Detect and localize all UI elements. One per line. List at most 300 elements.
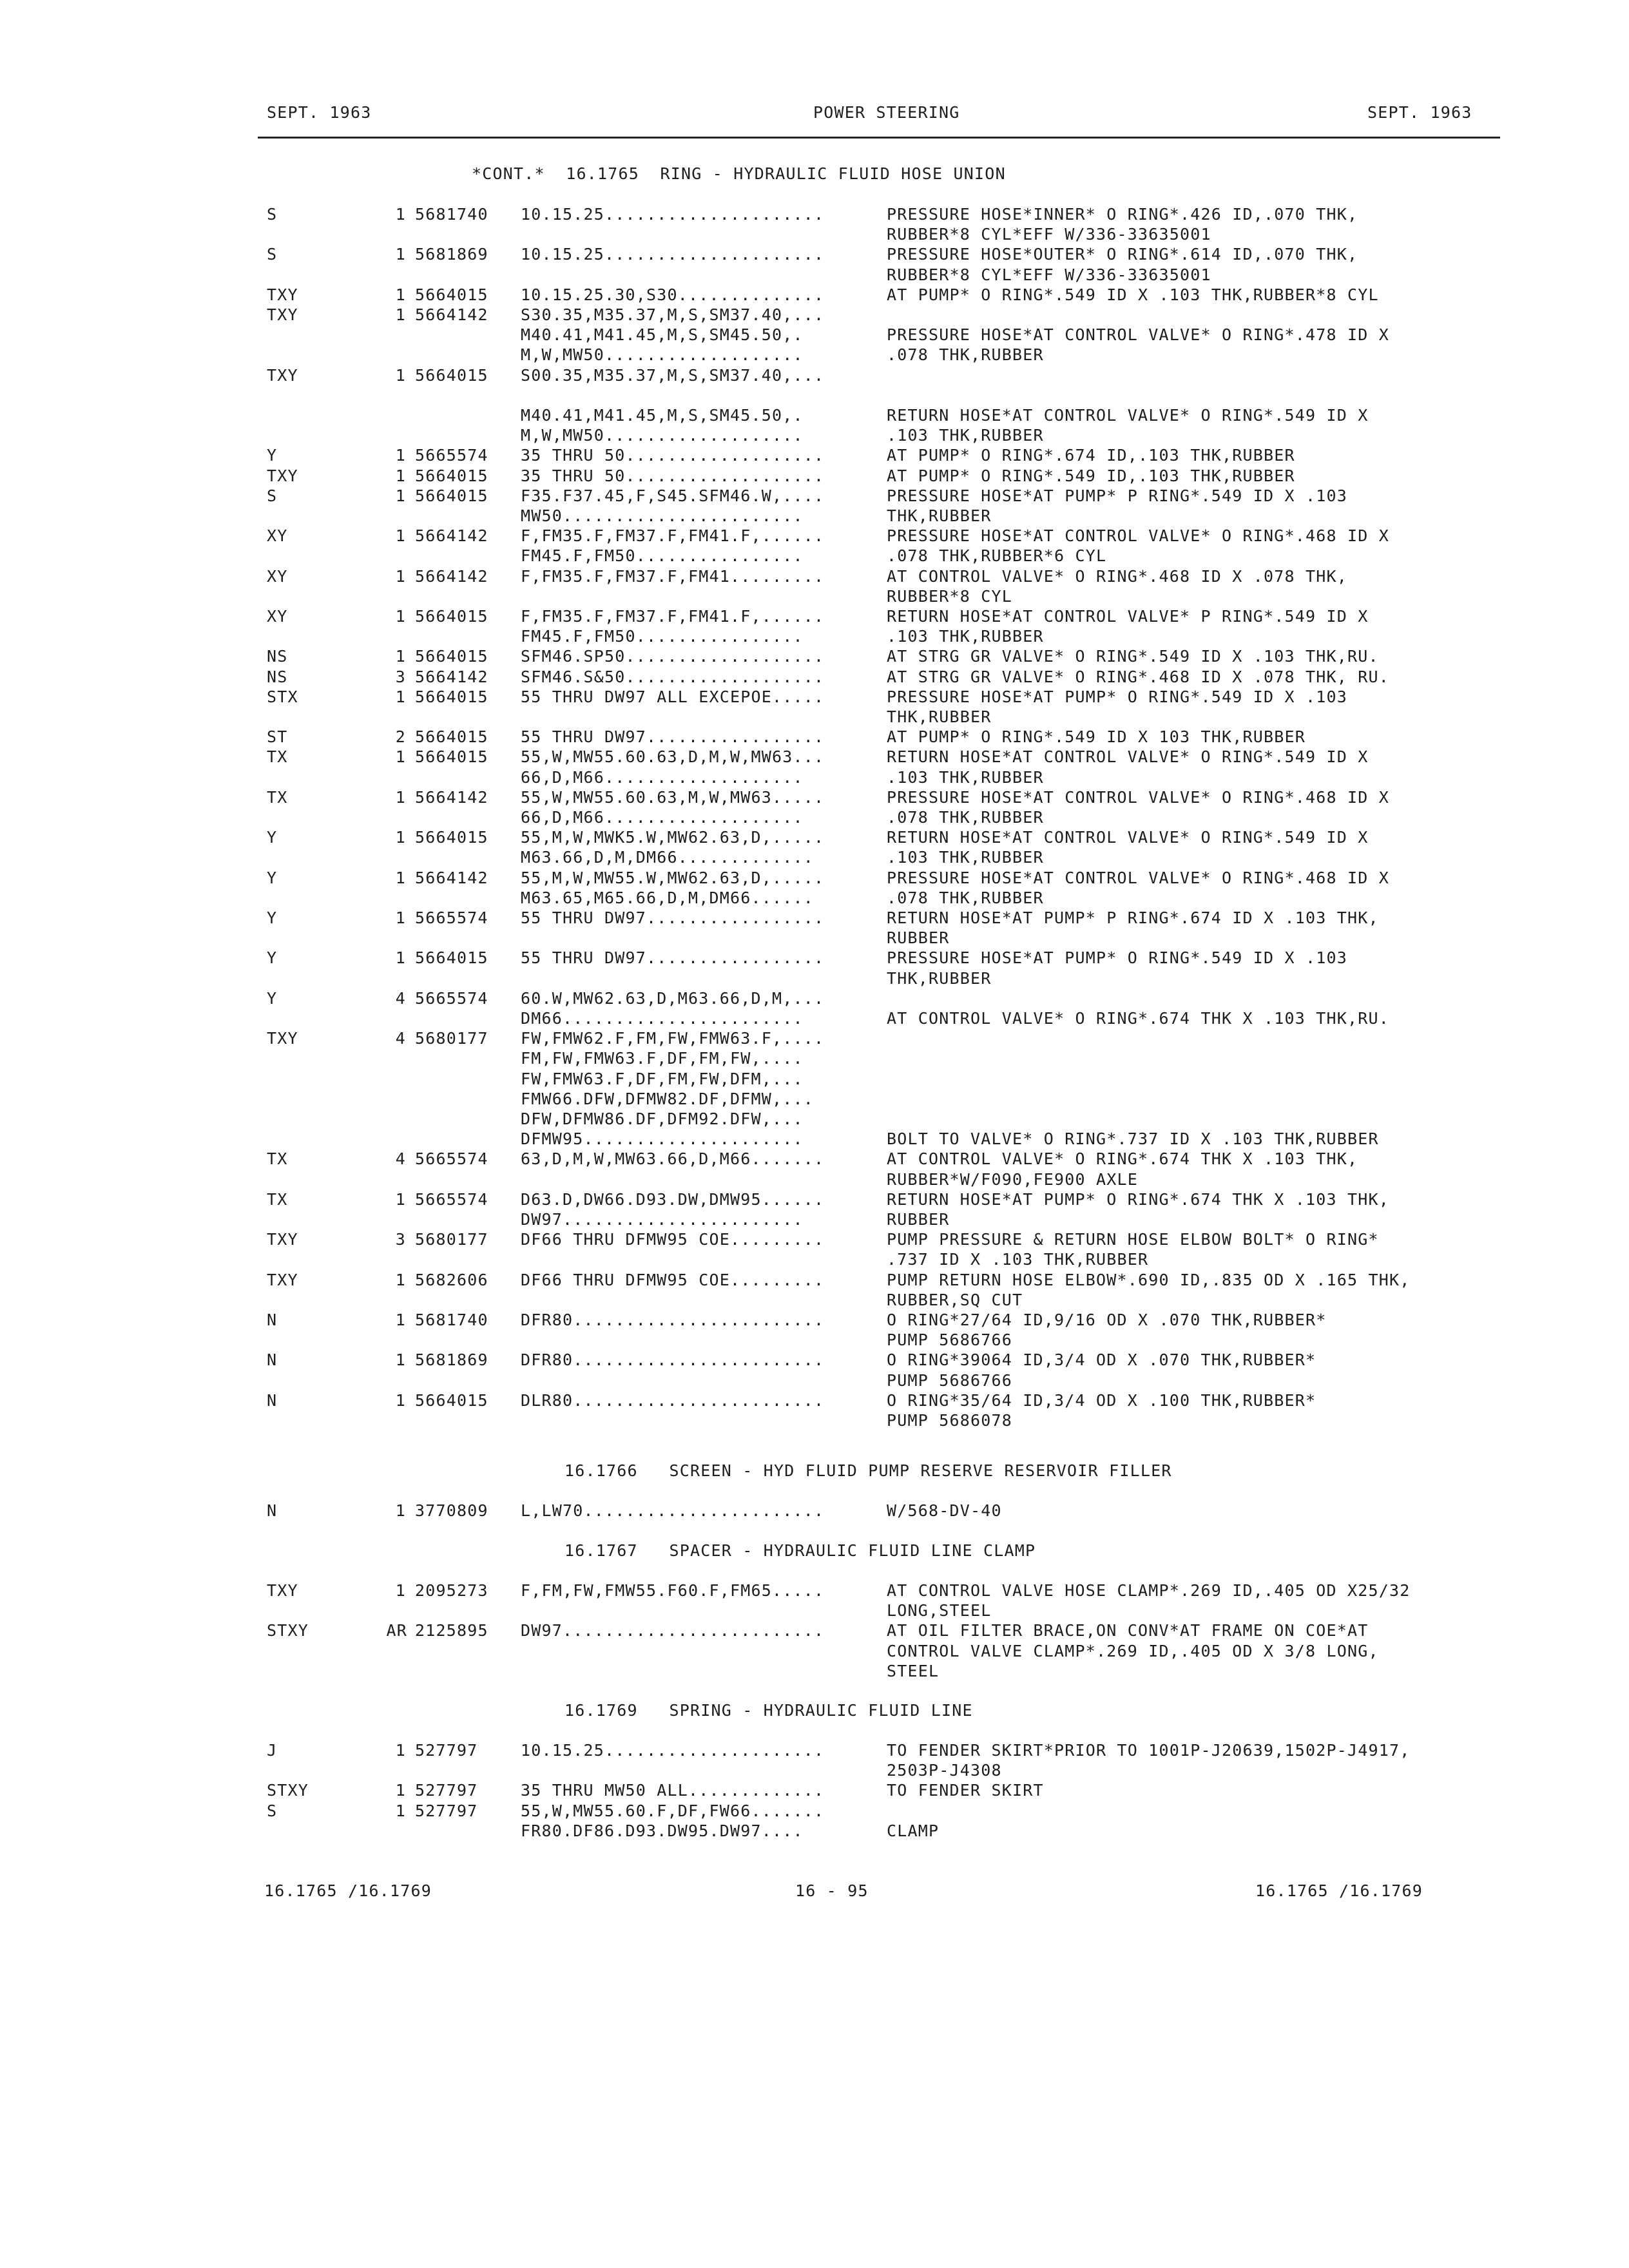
part-number: 5664015 [415, 727, 488, 747]
parts-row [0, 808, 1629, 829]
part-number: 5664015 [415, 365, 488, 385]
model-applicability: 55,W,MW55.60.63,M,W,MW63..... [521, 787, 825, 807]
model-applicability: FW,FMW62.F,FM,FW,FMW63.F,.... [521, 1029, 825, 1048]
quantity: 1 [395, 1581, 406, 1600]
model-applicability: 55 THRU DW97................. [521, 727, 825, 747]
part-description: RETURN HOSE*AT CONTROL VALVE* O RING*.549 ID X [887, 747, 1369, 767]
part-description: RETURN HOSE*AT CONTROL VALVE* P RING*.549 ID X [887, 607, 1369, 626]
parts-row [0, 205, 1629, 226]
quantity: 1 [395, 245, 406, 264]
model-code: XY [267, 607, 288, 626]
part-number: 5664015 [415, 948, 488, 968]
model-applicability: S00.35,M35.37,M,S,SM37.40,... [521, 365, 825, 385]
part-description: LONG,STEEL [887, 1601, 992, 1620]
quantity: 4 [395, 988, 406, 1008]
part-number: 527797 [415, 1781, 478, 1800]
model-code: TX [267, 787, 288, 807]
part-description: THK,RUBBER [887, 506, 992, 525]
parts-row [0, 1662, 1629, 1682]
part-description: RUBBER [887, 928, 950, 948]
parts-row [0, 1291, 1629, 1311]
parts-row [0, 386, 1629, 407]
model-code: TXY [267, 285, 298, 304]
model-applicability: 55,M,W,MW55.W,MW62.63,D,..... [521, 868, 825, 887]
model-code: N [267, 1390, 278, 1410]
quantity: 1 [395, 486, 406, 505]
model-code: N [267, 1311, 278, 1329]
model-code: S [267, 486, 278, 505]
model-applicability: 35 THRU MW50 ALL............. [521, 1781, 825, 1800]
parts-row [0, 747, 1629, 768]
part-description: PUMP RETURN HOSE ELBOW*.690 ID,.835 OD X .165 THK, [887, 1270, 1411, 1289]
quantity: 1 [395, 747, 406, 767]
part-number: 5665574 [415, 1189, 488, 1209]
model-applicability: 35 THRU 50................... [521, 446, 825, 465]
parts-row [0, 1581, 1629, 1602]
model-code: TXY [267, 1581, 298, 1600]
parts-row [0, 1070, 1629, 1090]
quantity: 1 [395, 1390, 406, 1410]
parts-row [0, 345, 1629, 366]
parts-row [0, 1029, 1629, 1050]
model-applicability: DF66 THRU DFMW95 COE......... [521, 1230, 825, 1249]
part-description: RETURN HOSE*AT CONTROL VALVE* O RING*.549 ID X [887, 406, 1369, 425]
parts-row [0, 305, 1629, 326]
parts-row [0, 647, 1629, 668]
model-code: STXY [267, 1621, 309, 1640]
part-description: AT PUMP* O RING*.674 ID,.103 THK,RUBBER [887, 446, 1295, 465]
part-description: RUBBER*8 CYL*EFF W/336-33635001 [887, 225, 1211, 244]
parts-row [0, 225, 1629, 245]
parts-row [0, 1049, 1629, 1070]
parts-row [0, 727, 1629, 748]
parts-row [0, 1741, 1629, 1762]
parts-row [0, 607, 1629, 628]
part-description: PRESSURE HOSE*INNER* O RING*.426 ID,.070 THK, [887, 205, 1358, 224]
model-code: TXY [267, 1270, 298, 1289]
parts-row [0, 948, 1629, 969]
model-code: TXY [267, 305, 298, 324]
quantity: 1 [395, 787, 406, 807]
part-description: AT OIL FILTER BRACE,ON CONV*AT FRAME ON COE*AT [887, 1621, 1369, 1640]
quantity: 1 [395, 647, 406, 666]
quantity: 1 [395, 1741, 406, 1760]
parts-row [0, 426, 1629, 447]
model-applicability: M,W,MW50................... [521, 345, 804, 365]
quantity: 1 [395, 687, 406, 706]
model-applicability: MW50....................... [521, 506, 804, 525]
model-code: Y [267, 908, 278, 927]
section-title: *CONT.* 16.1765 RING - HYDRAULIC FLUID HOSE UNION [472, 164, 1006, 183]
parts-row [0, 1802, 1629, 1822]
quantity: 3 [395, 1230, 406, 1249]
part-description: O RING*39064 ID,3/4 OD X .070 THK,RUBBER* [887, 1350, 1316, 1370]
quantity: 1 [395, 908, 406, 927]
part-number: 5665574 [415, 1149, 488, 1169]
part-description: AT CONTROL VALVE HOSE CLAMP*.269 ID,.405 OD X25/32 [887, 1581, 1411, 1600]
part-description: .078 THK,RUBBER [887, 888, 1044, 907]
part-description: RUBBER,SQ CUT [887, 1290, 1023, 1309]
part-number: 2095273 [415, 1581, 488, 1600]
part-number: 2125895 [415, 1621, 488, 1640]
model-applicability: 10.15.25..................... [521, 1741, 825, 1760]
part-description: TO FENDER SKIRT [887, 1781, 1044, 1800]
part-description: AT PUMP* O RING*.549 ID X .103 THK,RUBBER*8 CYL [887, 285, 1379, 304]
part-number: 5665574 [415, 908, 488, 927]
parts-row [0, 1170, 1629, 1191]
part-number: 5664015 [415, 747, 488, 767]
model-applicability: FMW66.DFW,DFMW82.DF,DFMW,... [521, 1089, 815, 1108]
parts-row [0, 1601, 1629, 1622]
parts-row [0, 265, 1629, 286]
model-applicability: FW,FMW63.F,DF,FM,FW,DFM,... [521, 1069, 804, 1088]
part-description: PUMP 5686766 [887, 1370, 1013, 1390]
model-code: Y [267, 948, 278, 968]
part-description: AT STRG GR VALVE* O RING*.549 ID X .103 THK,RU. [887, 647, 1379, 666]
parts-row [0, 1271, 1629, 1291]
model-applicability: 35 THRU 50................... [521, 466, 825, 485]
parts-row [0, 1110, 1629, 1130]
model-code: N [267, 1350, 278, 1370]
part-description: .103 THK,RUBBER [887, 848, 1044, 867]
part-number: 5664015 [415, 647, 488, 666]
model-applicability: F35.F37.45,F,S45.SFM46.W,.... [521, 486, 825, 505]
quantity: 1 [395, 1501, 406, 1520]
part-number: 5664142 [415, 305, 488, 324]
model-code: N [267, 1501, 278, 1520]
part-description: O RING*27/64 ID,9/16 OD X .070 THK,RUBBER* [887, 1311, 1327, 1329]
parts-row [0, 989, 1629, 1010]
model-code: XY [267, 526, 288, 546]
model-applicability: DFR80........................ [521, 1350, 825, 1370]
parts-row [0, 828, 1629, 849]
parts-row [0, 406, 1629, 427]
parts-row [0, 1411, 1629, 1432]
part-description: RUBBER [887, 1210, 950, 1229]
part-number: 5664015 [415, 828, 488, 847]
parts-row [0, 1009, 1629, 1030]
parts-row [0, 928, 1629, 949]
part-description: RUBBER*W/F090,FE900 AXLE [887, 1169, 1139, 1189]
part-number: 3770809 [415, 1501, 488, 1520]
parts-row [0, 325, 1629, 346]
part-number: 5665574 [415, 988, 488, 1008]
quantity: 1 [395, 1781, 406, 1800]
model-applicability: DFMW95..................... [521, 1129, 804, 1149]
part-number: 5664142 [415, 667, 488, 686]
quantity: 1 [395, 868, 406, 887]
parts-row [0, 486, 1629, 507]
part-number: 5664142 [415, 868, 488, 887]
model-code: TXY [267, 466, 298, 485]
part-description: .078 THK,RUBBER*6 CYL [887, 546, 1107, 566]
part-description: PRESSURE HOSE*AT PUMP* O RING*.549 ID X .103 [887, 948, 1348, 968]
part-number: 5664015 [415, 486, 488, 505]
parts-row [0, 788, 1629, 809]
parts-row [0, 1621, 1629, 1642]
model-applicability: 66,D,M66................... [521, 808, 804, 827]
model-applicability: DFW,DFMW86.DF,DFM92.DFW,... [521, 1110, 804, 1128]
model-applicability: 10.15.25.30,S30.............. [521, 285, 825, 304]
model-applicability: M,W,MW50................... [521, 426, 804, 445]
parts-row [0, 1761, 1629, 1782]
part-number: 5681869 [415, 1350, 488, 1370]
model-applicability: DW97......................... [521, 1621, 825, 1640]
model-applicability: F,FM35.F,FM37.F,FM41.F,...... [521, 607, 825, 626]
parts-row [0, 969, 1629, 990]
quantity: 1 [395, 1311, 406, 1329]
model-applicability: DFR80........................ [521, 1311, 825, 1329]
parts-row [0, 687, 1629, 708]
header-title: POWER STEERING [813, 103, 960, 122]
model-applicability: 55 THRU DW97................. [521, 908, 825, 927]
model-applicability: DM66....................... [521, 1009, 804, 1028]
part-description: .078 THK,RUBBER [887, 345, 1044, 365]
part-description: PUMP 5686766 [887, 1331, 1013, 1350]
part-description: CLAMP [887, 1821, 940, 1840]
quantity: 1 [395, 365, 406, 385]
part-number: 5664015 [415, 607, 488, 626]
model-code: NS [267, 667, 288, 686]
part-description: PRESSURE HOSE*AT CONTROL VALVE* O RING*.468 ID X [887, 868, 1390, 887]
parts-row [0, 1210, 1629, 1231]
parts-row [0, 567, 1629, 588]
parts-row [0, 1190, 1629, 1211]
header-rule [258, 137, 1500, 139]
parts-row [0, 1391, 1629, 1412]
parts-row [0, 1331, 1629, 1351]
model-applicability: 55 THRU DW97................. [521, 948, 825, 968]
part-number: 5664015 [415, 1390, 488, 1410]
part-description: TO FENDER SKIRT*PRIOR TO 1001P-J20639,1502P-J4917, [887, 1741, 1411, 1760]
parts-row [0, 506, 1629, 527]
part-description: THK,RUBBER [887, 968, 992, 988]
part-description: .103 THK,RUBBER [887, 767, 1044, 787]
model-applicability: FM45.F,FM50................ [521, 546, 804, 566]
model-applicability: DF66 THRU DFMW95 COE......... [521, 1270, 825, 1289]
parts-row [0, 1311, 1629, 1331]
footer-range-right: 16.1765 /16.1769 [1255, 1881, 1423, 1900]
part-description: PUMP 5686078 [887, 1411, 1013, 1430]
parts-row [0, 466, 1629, 487]
parts-row [0, 1821, 1629, 1842]
parts-row [0, 526, 1629, 547]
part-description: .103 THK,RUBBER [887, 426, 1044, 445]
model-applicability: FR80.DF86.D93.DW95.DW97.... [521, 1821, 804, 1840]
part-number: 5664015 [415, 466, 488, 485]
model-code: Y [267, 446, 278, 465]
model-applicability: 60.W,MW62.63,D,M63.66,D,M,... [521, 988, 825, 1008]
model-applicability: M40.41,M41.45,M,S,SM45.50,. [521, 325, 804, 345]
part-description: PRESSURE HOSE*OUTER* O RING*.614 ID,.070 THK, [887, 245, 1358, 264]
model-applicability: F,FM35.F,FM37.F,FM41.F,...... [521, 526, 825, 546]
parts-row [0, 908, 1629, 929]
model-applicability: DW97....................... [521, 1210, 804, 1229]
quantity: 4 [395, 1149, 406, 1169]
quantity: 1 [395, 466, 406, 485]
parts-row [0, 546, 1629, 567]
parts-row [0, 768, 1629, 789]
part-description: CONTROL VALVE CLAMP*.269 ID,.405 OD X 3/8 LONG, [887, 1641, 1379, 1660]
header-date-left: SEPT. 1963 [267, 103, 372, 122]
part-description: AT STRG GR VALVE* O RING*.468 ID X .078 THK, RU. [887, 667, 1390, 686]
part-number: 5681740 [415, 1311, 488, 1329]
parts-row [0, 869, 1629, 889]
model-applicability: FM,FW,FMW63.F,DF,FM,FW,.... [521, 1049, 804, 1068]
section-title: 16.1767 SPACER - HYDRAULIC FLUID LINE CLAMP [564, 1541, 1036, 1560]
quantity: 1 [395, 526, 406, 546]
part-number: 5681869 [415, 245, 488, 264]
part-description: BOLT TO VALVE* O RING*.737 ID X .103 THK,RUBBER [887, 1129, 1379, 1149]
part-number: 5665574 [415, 446, 488, 465]
part-number: 5681740 [415, 205, 488, 224]
part-description: THK,RUBBER [887, 707, 992, 726]
part-description: RUBBER*8 CYL*EFF W/336-33635001 [887, 265, 1211, 284]
model-applicability: 55,W,MW55.60.F,DF,FW66....... [521, 1801, 825, 1820]
parts-row [0, 1149, 1629, 1170]
quantity: 1 [395, 566, 406, 586]
header-date-right: SEPT. 1963 [1367, 103, 1472, 122]
parts-row [0, 587, 1629, 608]
footer-range-left: 16.1765 /16.1769 [264, 1881, 432, 1900]
model-applicability: L,LW70....................... [521, 1501, 825, 1520]
part-number: 527797 [415, 1801, 478, 1820]
model-code: Y [267, 988, 278, 1008]
model-code: S [267, 1801, 278, 1820]
part-number: 5682606 [415, 1270, 488, 1289]
quantity: 2 [395, 727, 406, 747]
model-applicability: 10.15.25..................... [521, 205, 825, 224]
parts-row [0, 889, 1629, 909]
parts-row [0, 1501, 1629, 1522]
model-code: TXY [267, 1230, 298, 1249]
model-applicability: 63,D,M,W,MW63.66,D,M66....... [521, 1149, 825, 1169]
model-applicability: FM45.F,FM50................ [521, 627, 804, 646]
parts-row [0, 285, 1629, 306]
model-code: J [267, 1741, 278, 1760]
model-applicability: 55,W,MW55.60.63,D,M,W,MW63... [521, 747, 825, 767]
model-applicability: D63.D,DW66.D93.DW,DMW95...... [521, 1189, 825, 1209]
model-applicability: SFM46.S&50................... [521, 667, 825, 686]
parts-row [0, 366, 1629, 387]
model-applicability: 66,D,M66................... [521, 767, 804, 787]
parts-row [0, 668, 1629, 688]
model-applicability: F,FM,FW,FMW55.F60.F,FM65..... [521, 1581, 825, 1600]
parts-row [0, 627, 1629, 648]
part-number: 5664015 [415, 687, 488, 706]
model-code: ST [267, 727, 288, 747]
part-number: 5664142 [415, 566, 488, 586]
model-code: NS [267, 647, 288, 666]
model-code: TXY [267, 365, 298, 385]
section-title: 16.1766 SCREEN - HYD FLUID PUMP RESERVE RESERVOIR FILLER [564, 1461, 1172, 1480]
quantity: 1 [395, 446, 406, 465]
parts-row [0, 707, 1629, 728]
part-number: 5680177 [415, 1230, 488, 1249]
quantity: 1 [395, 285, 406, 304]
part-description: STEEL [887, 1661, 940, 1680]
quantity: 4 [395, 1029, 406, 1048]
part-description: AT PUMP* O RING*.549 ID,.103 THK,RUBBER [887, 466, 1295, 485]
model-applicability: F,FM35.F,FM37.F,FM41......... [521, 566, 825, 586]
model-code: STX [267, 687, 298, 706]
part-description: AT PUMP* O RING*.549 ID X 103 THK,RUBBER [887, 727, 1306, 747]
quantity: AR [386, 1621, 407, 1640]
part-description: AT CONTROL VALVE* O RING*.468 ID X .078 THK, [887, 566, 1348, 586]
model-applicability: 10.15.25..................... [521, 245, 825, 264]
model-applicability: S30.35,M35.37,M,S,SM37.40,... [521, 305, 825, 324]
part-description: PRESSURE HOSE*AT PUMP* P RING*.549 ID X .103 [887, 486, 1348, 505]
quantity: 1 [395, 1189, 406, 1209]
parts-row [0, 245, 1629, 265]
part-description: RUBBER*8 CYL [887, 586, 1013, 606]
parts-row [0, 1642, 1629, 1662]
model-code: S [267, 205, 278, 224]
quantity: 1 [395, 828, 406, 847]
part-description: PRESSURE HOSE*AT CONTROL VALVE* O RING*.468 ID X [887, 526, 1390, 546]
part-description: RETURN HOSE*AT PUMP* O RING*.674 THK X .103 THK, [887, 1189, 1390, 1209]
quantity: 1 [395, 1801, 406, 1820]
parts-row [0, 1129, 1629, 1150]
model-applicability: 55,M,W,MWK5.W,MW62.63,D,..... [521, 828, 825, 847]
parts-row [0, 1090, 1629, 1110]
model-code: TXY [267, 1029, 298, 1048]
model-applicability: 55 THRU DW97 ALL EXCEPOE..... [521, 687, 825, 706]
model-code: XY [267, 566, 288, 586]
model-code: Y [267, 868, 278, 887]
part-description: .103 THK,RUBBER [887, 627, 1044, 646]
part-number: 5664015 [415, 285, 488, 304]
parts-row [0, 1230, 1629, 1251]
section-title: 16.1769 SPRING - HYDRAULIC FLUID LINE [564, 1701, 973, 1720]
quantity: 1 [395, 305, 406, 324]
part-description: PRESSURE HOSE*AT CONTROL VALVE* O RING*.468 ID X [887, 787, 1390, 807]
part-description: O RING*35/64 ID,3/4 OD X .100 THK,RUBBER* [887, 1390, 1316, 1410]
quantity: 1 [395, 948, 406, 968]
model-code: TX [267, 1149, 288, 1169]
model-code: TX [267, 1189, 288, 1209]
part-description: PUMP PRESSURE & RETURN HOSE ELBOW BOLT* O RING* [887, 1230, 1379, 1249]
quantity: 1 [395, 1350, 406, 1370]
part-description: RETURN HOSE*AT PUMP* P RING*.674 ID X .103 THK, [887, 908, 1379, 927]
quantity: 1 [395, 205, 406, 224]
model-applicability: DLR80........................ [521, 1390, 825, 1410]
part-description: AT CONTROL VALVE* O RING*.674 THK X .103 THK,RU. [887, 1009, 1390, 1028]
part-description: AT CONTROL VALVE* O RING*.674 THK X .103 THK, [887, 1149, 1358, 1169]
parts-row [0, 1781, 1629, 1802]
quantity: 1 [395, 607, 406, 626]
part-number: 5664142 [415, 526, 488, 546]
part-number: 5664142 [415, 787, 488, 807]
part-description: W/568-DV-40 [887, 1501, 1002, 1520]
model-code: Y [267, 828, 278, 847]
model-applicability: SFM46.SP50................... [521, 647, 825, 666]
part-number: 5680177 [415, 1029, 488, 1048]
parts-row [0, 1350, 1629, 1371]
parts-row [0, 1250, 1629, 1271]
parts-row [0, 446, 1629, 466]
quantity: 1 [395, 1270, 406, 1289]
part-number: 527797 [415, 1741, 478, 1760]
part-description: .078 THK,RUBBER [887, 808, 1044, 827]
model-applicability: M40.41,M41.45,M,S,SM45.50,. [521, 406, 804, 425]
model-applicability: M63.66,D,M,DM66............. [521, 848, 815, 867]
model-code: TX [267, 747, 288, 767]
parts-row [0, 1371, 1629, 1392]
part-description: PRESSURE HOSE*AT PUMP* O RING*.549 ID X .103 [887, 687, 1348, 706]
part-description: RETURN HOSE*AT CONTROL VALVE* O RING*.549 ID X [887, 828, 1369, 847]
model-applicability: M63.65,M65.66,D,M,DM66...... [521, 888, 815, 907]
